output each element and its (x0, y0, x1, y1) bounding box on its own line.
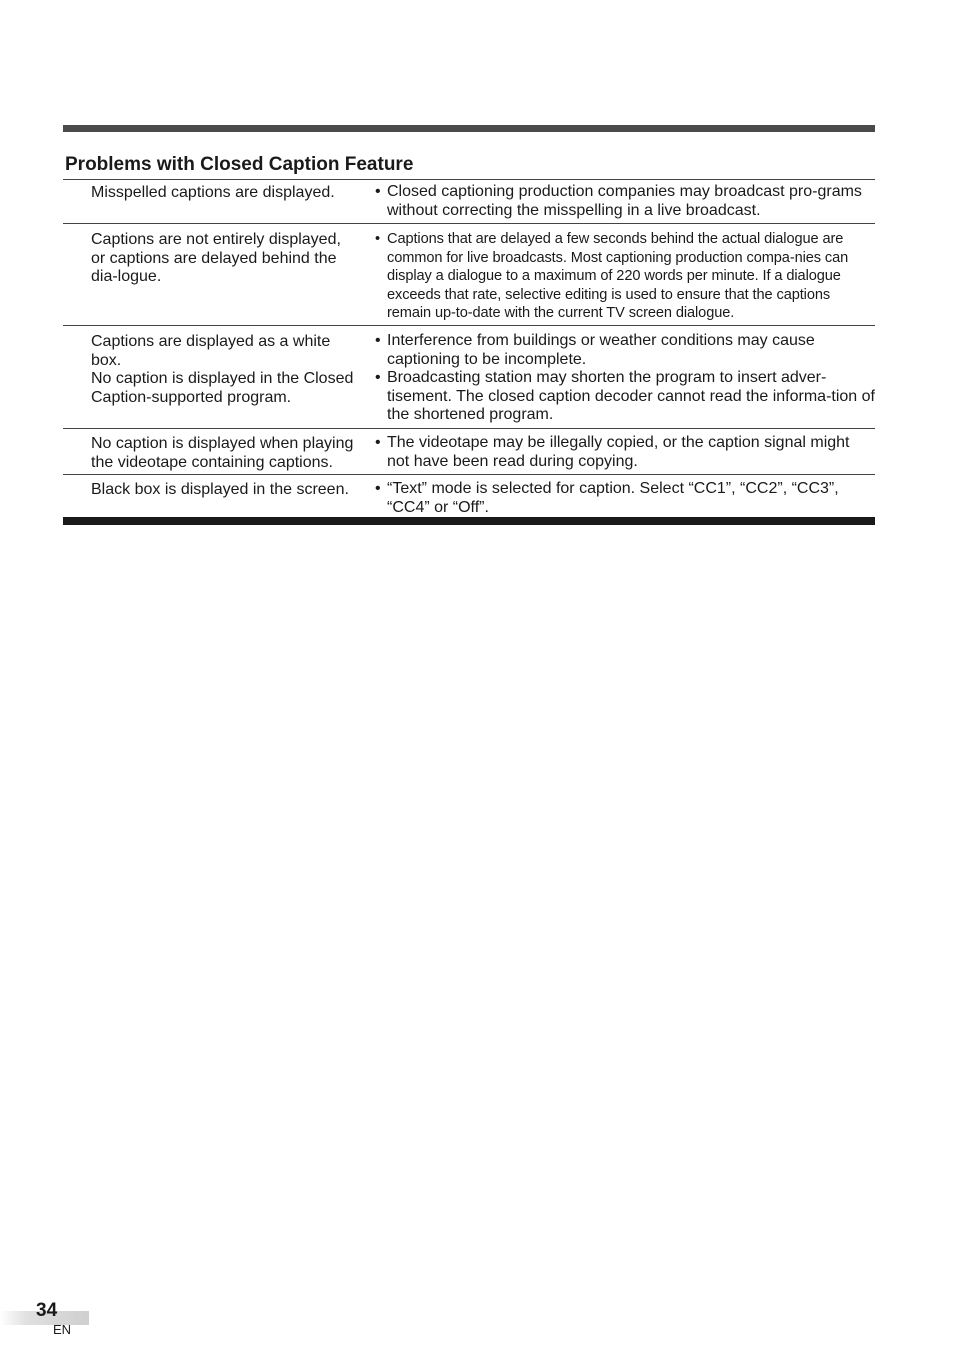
solution-cell (355, 224, 875, 325)
bullet-icon: • (375, 183, 381, 200)
problem-cell (63, 475, 355, 519)
table-row (63, 180, 875, 224)
solution-text: Captions that are delayed a few seconds behind the actual dialogue are common for live broadcasts. Most captioning production compa-nies can display a dialogue to a maximum of 220 words per minute. If a dialogue exceeds that rate, selective editing is used to ensure that the captions remain up-to-date with the current TV screen dialogue. (387, 231, 849, 321)
solution-text: Closed captioning production companies may broadcast pro-grams without correcting the misspelling in a live broadcast. (387, 183, 862, 219)
solution-text: “Text” mode is selected for caption. Select “CC1”, “CC2”, “CC3”, “CC4” or “Off”. (387, 480, 839, 516)
problem-text: Captions are displayed as a white box. (91, 333, 331, 369)
solution-cell (355, 180, 875, 223)
solution-text: Interference from buildings or weather conditions may cause captioning to be incomplete. (387, 332, 815, 368)
problem-text: Misspelled captions are displayed. (91, 184, 335, 201)
problem-cell (63, 224, 355, 325)
solution-item (375, 183, 875, 220)
bottom-rule (63, 517, 875, 525)
solution-item (375, 230, 875, 323)
problem-text: Black box is displayed in the screen. (91, 481, 349, 498)
page-language: EN (53, 1322, 72, 1337)
solution-text: The videotape may be illegally copied, or the caption signal might not have been read during copying. (387, 434, 850, 470)
solution-cell (355, 475, 875, 519)
problem-text: No caption is displayed when playing the videotape containing captions. (91, 435, 354, 471)
problem-cell (63, 180, 355, 223)
problem-text: No caption is displayed in the Closed Caption-supported program. (91, 370, 354, 406)
problem-cell (63, 429, 355, 474)
table-row (63, 326, 875, 429)
problem-cell (63, 326, 355, 428)
solution-item (375, 332, 875, 369)
solution-text: Broadcasting station may shorten the program to insert adver-tisement. The closed caption decoder cannot read the informa-tion of the shortened program. (387, 369, 875, 423)
bullet-icon: • (375, 480, 381, 497)
solution-item (375, 369, 875, 425)
troubleshooting-table (63, 179, 875, 519)
bullet-icon: • (375, 369, 381, 386)
top-rule (63, 125, 875, 132)
solution-cell (355, 326, 875, 428)
solution-item (375, 480, 875, 517)
page-number: 34 (36, 1300, 58, 1321)
section-title: Problems with Closed Caption Feature (65, 154, 414, 175)
bullet-icon: • (375, 231, 381, 247)
table-row (63, 429, 875, 475)
table-row (63, 224, 875, 326)
solution-item (375, 434, 875, 471)
table-row (63, 475, 875, 519)
bullet-icon: • (375, 434, 381, 451)
problem-text: Captions are not entirely displayed, or captions are delayed behind the dia-logue. (91, 231, 341, 285)
solution-cell (355, 429, 875, 474)
bullet-icon: • (375, 332, 381, 349)
